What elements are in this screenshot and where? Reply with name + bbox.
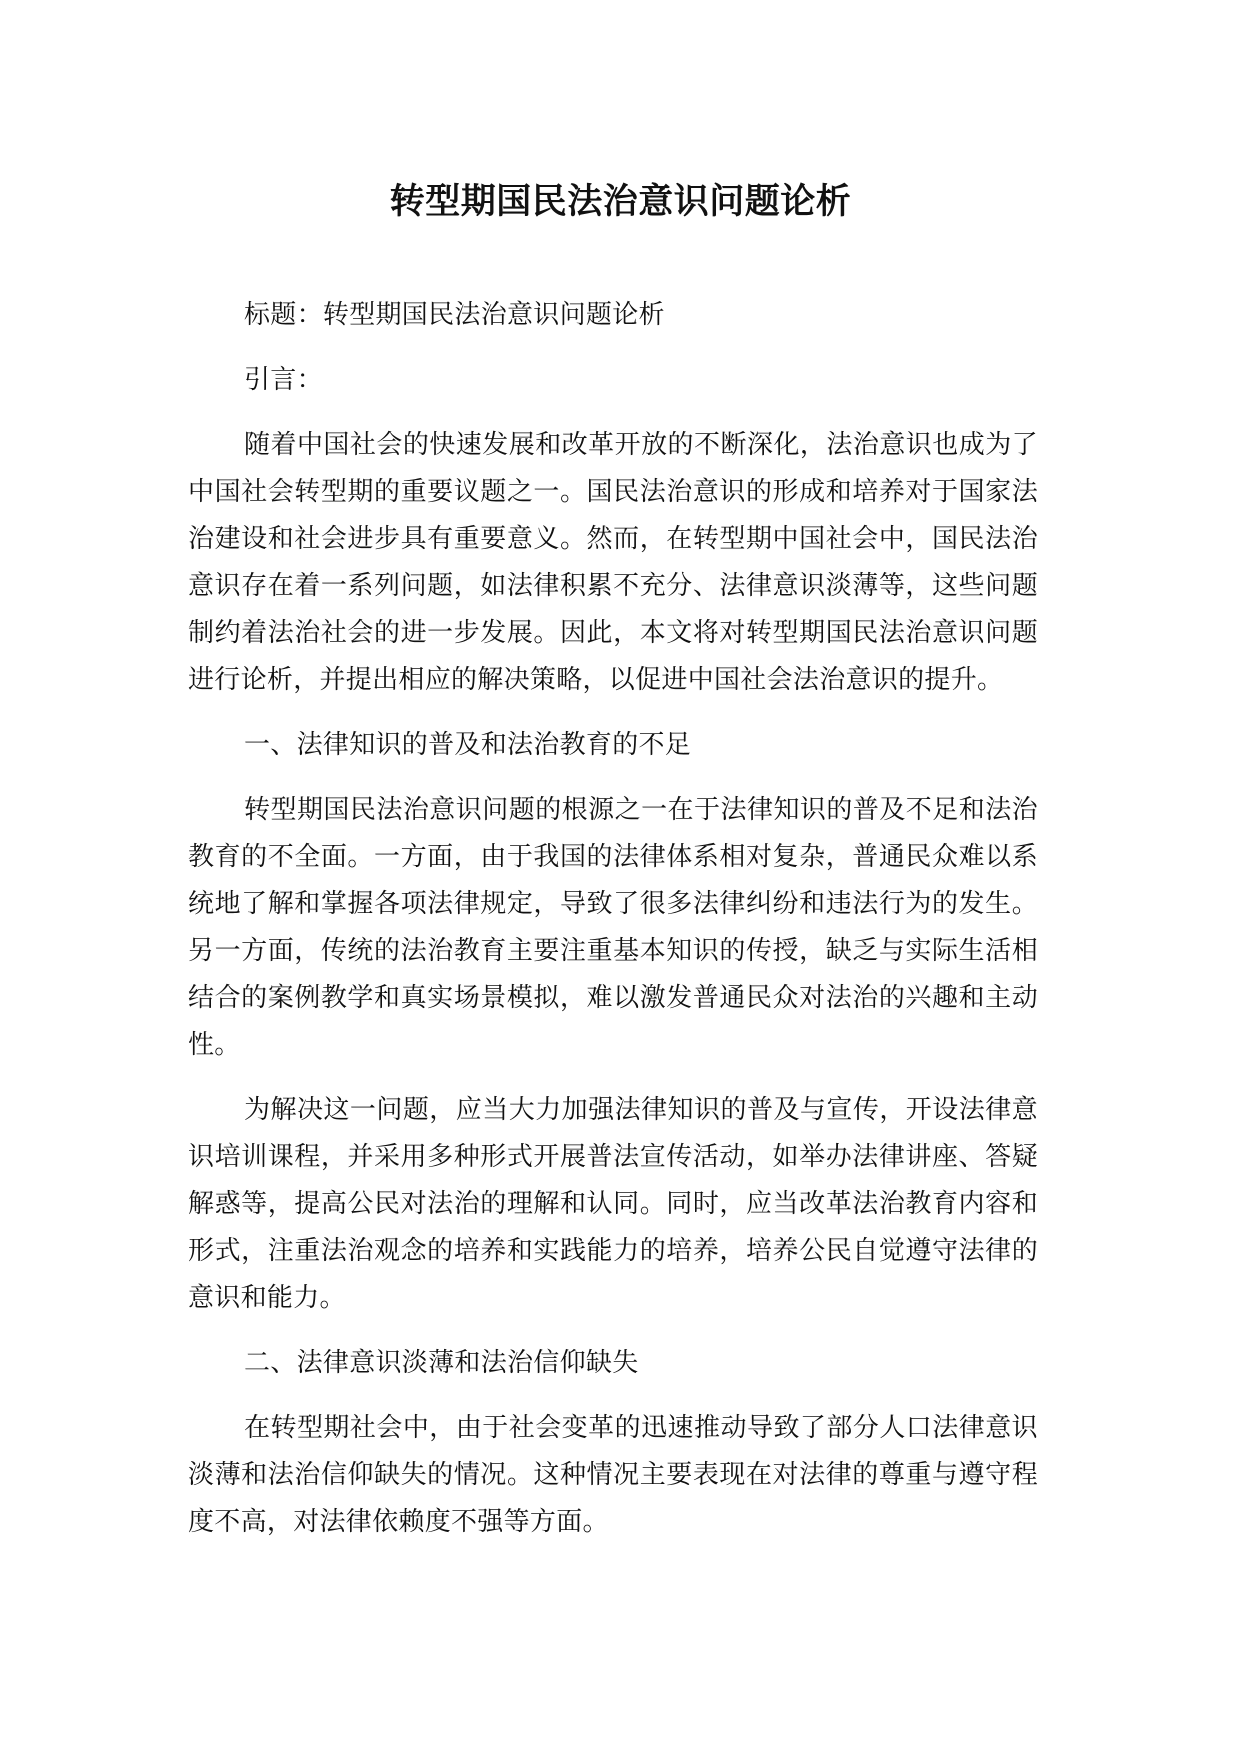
intro-paragraph: 随着中国社会的快速发展和改革开放的不断深化，法治意识也成为了中国社会转型期的重要议题之一。国民法治意识的形成和培养对于国家法治建设和社会进步具有重要意义。然而，在转型期中国社会中，国民法治意识存在着一系列问题，如法律积累不充分、法律意识淡薄等，这些问题制约着法治社会的进一步发展。因此，本文将对转型期国民法治意识问题进行论析，并提出相应的解决策略，以促进中国社会法治意识的提升。	[188, 430, 1038, 695]
section-1-paragraph-2: 为解决这一问题，应当大力加强法律知识的普及与宣传，开设法律意识培训课程，并采用多种形式开展普法宣传活动，如举办法律讲座、答疑解惑等，提高公民对法治的理解和认同。同时，应当改革法治教育内容和形式，注重法治观念的培养和实践能力的培养，培养公民自觉遵守法律的意识和能力。	[188, 1095, 1038, 1313]
document-body	[188, 292, 1038, 1564]
section-1-paragraph-1: 转型期国民法治意识问题的根源之一在于法律知识的普及不足和法治教育的不全面。一方面，由于我国的法律体系相对复杂，普通民众难以系统地了解和掌握各项法律规定，导致了很多法律纠纷和违法行为的发生。另一方面，传统的法治教育主要注重基本知识的传授，缺乏与实际生活相结合的案例教学和真实场景模拟，难以激发普通民众对法治的兴趣和主动性。	[188, 795, 1038, 1060]
section-2-paragraph-1: 在转型期社会中，由于社会变革的迅速推动导致了部分人口法律意识淡薄和法治信仰缺失的情况。这种情况主要表现在对法律的尊重与遵守程度不高，对法律依赖度不强等方面。	[188, 1413, 1038, 1537]
section-heading-1: 一、法律知识的普及和法治教育的不足	[244, 730, 692, 760]
section-heading-2: 二、法律意识淡薄和法治信仰缺失	[244, 1348, 639, 1378]
document-title: 转型期国民法治意识问题论析	[389, 182, 852, 222]
intro-heading: 引言：	[244, 365, 323, 395]
title-line: 标题：转型期国民法治意识问题论析	[244, 300, 665, 330]
